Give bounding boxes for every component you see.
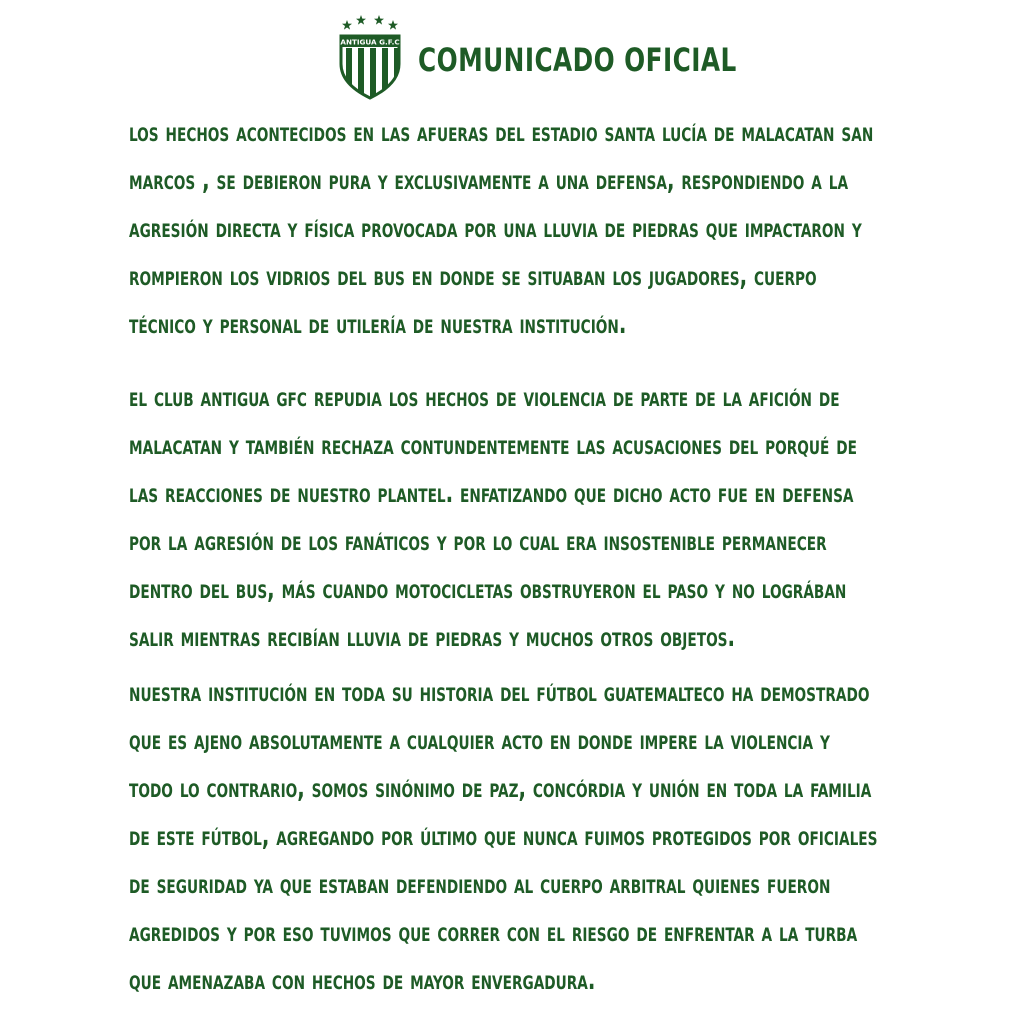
svg-text:ANTIGUA G.F.C: ANTIGUA G.F.C xyxy=(340,37,400,47)
text-line: dentro del bus, más cuando motocicletas obstruyeron el paso y no lográban xyxy=(129,573,847,605)
text-line: agredidos y por eso tuvimos que correr con el riesgo de enfrentar a la turba xyxy=(129,916,858,948)
text-line: las reacciones de nuestro plantel. enfatizando que dicho acto fue en defensa xyxy=(129,477,854,509)
text-line: marcos , se debieron pura y exclusivamente a una defensa, respondiendo a la xyxy=(129,164,849,196)
text-line: los hechos acontecidos en las afueras del estadio santa lucía de malacatan san xyxy=(129,116,874,148)
text-line: por la agresión de los fanáticos y por lo cual era insostenible permanecer xyxy=(129,525,827,557)
text-line: malacatan y también rechaza contundentemente las acusaciones del porqué de xyxy=(129,429,857,461)
text-line: de este fútbol, agregando por último que nunca fuimos protegidos por oficiales xyxy=(129,820,878,852)
antigua-gfc-crest-logo xyxy=(336,14,404,100)
paragraph-3 xyxy=(129,668,878,1004)
text-line: técnico y personal de utilería de nuestra institución. xyxy=(129,308,627,340)
star-icon xyxy=(356,15,366,25)
text-line: el club antigua gfc repudia los hechos de violencia de parte de la afición de xyxy=(129,381,840,413)
paragraph-1 xyxy=(129,108,874,348)
star-icon xyxy=(388,20,398,30)
star-icon xyxy=(342,20,352,30)
text-line: nuestra institución en toda su historia del fútbol guatemalteco ha demostrado xyxy=(129,676,870,708)
text-line: agresión directa y física provocada por una lluvia de piedras que impactaron y xyxy=(129,212,862,244)
star-icon xyxy=(374,15,384,25)
text-line: que es ajeno absolutamente a cualquier acto en donde impere la violencia y xyxy=(129,724,830,756)
text-line: que amenazaba con hechos de mayor envergadura. xyxy=(129,964,596,996)
text-line: todo lo contrario, somos sinónimo de paz, concórdia y unión en toda la familia xyxy=(129,772,872,804)
paragraph-2 xyxy=(129,373,857,661)
text-line: de seguridad ya que estaban defendiendo al cuerpo arbitral quienes fueron xyxy=(129,868,831,900)
header xyxy=(336,14,789,100)
page-title: COMUNICADO OFICIAL xyxy=(418,41,737,79)
text-line: rompieron los vidrios del bus en donde se situaban los jugadores, cuerpo xyxy=(129,260,817,292)
text-line: salir mientras recibían lluvia de piedras y muchos otros objetos. xyxy=(129,621,736,653)
